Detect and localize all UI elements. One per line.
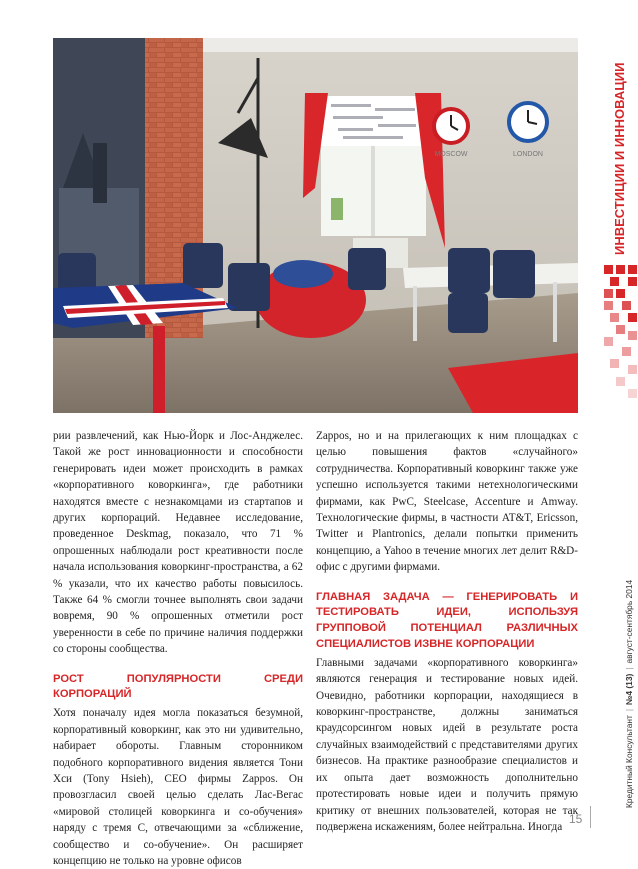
clock-left-label: MOSCOW [434, 151, 468, 158]
right-column [316, 428, 578, 835]
section-heading-popularity: РОСТ ПОПУЛЯРНОСТИ СРЕДИ КОРПОРАЦИЙ [53, 672, 303, 701]
magazine-period: август-сентябрь 2014 [624, 579, 634, 664]
right-paragraph-1: Zappos, но и на прилегающих к ним площадках с целью повышения фактов «случайного» сотрудничества. Корпоративный коворкинг также уже успешно используется такими нетехнологическими фирмами, как PwC, Steelcase, Accenture и Amway. Технологические фирмы, в частности AT&T, Ericsson, Twitter и Plantronics, делали попытки применить концепцию, а Yahoo в течение многих лет делит R&D-офис с другими фирмами. [316, 430, 578, 574]
section-heading-main-task: ГЛАВНАЯ ЗАДАЧА — ГЕНЕРИРОВАТЬ И ТЕСТИРОВАТЬ ИДЕИ, ИСПОЛЬЗУЯ ГРУППОВОЙ ПОТЕНЦИАЛ РАЗЛИЧНЫХ СПЕЦИАЛИСТОВ ИЗВНЕ КОРПОРАЦИИ [316, 590, 578, 651]
clock-right-label: LONDON [513, 151, 543, 158]
left-paragraph-1: рии развлечений, как Нью-Йорк и Лос-Анджелес. Такой же рост инновационности и способности генерировать идеи может происходить в рамках «корпоративного коворкинга», где работники находятся вместе с незнакомцами из стартапов и других корпораций. Недавнее исследование, проведенное Deskmag, показало, что 71 % опрошенных наблюдали рост креативности после начала использования коворкинг-пространства, а 62 % указали, что их качество работы повысилось. Также 64 % смогли точнее выполнять свои задачи вовремя, 90 % опрошенных отметили рост уверенности в себе по причине наличия поддержки со стороны сообщества. [53, 430, 303, 656]
pixel-mosaic-decoration [604, 265, 638, 400]
section-title: ИНВЕСТИЦИИ И ИННОВАЦИИ [612, 62, 627, 255]
coworking-photo [53, 38, 578, 413]
magazine-name: Кредитный Консультант [624, 715, 634, 808]
page-number-divider [590, 806, 591, 828]
magazine-issue: №4 (13) [624, 673, 634, 705]
left-paragraph-2: Хотя поначалу идея могла показаться безумной, корпоративный коворкинг, как это ни удивительно, набирает обороты. Главным сторонником подобного корпоративного видения является Тони Хси (Tony Hsieh), CEO фирмы Zappos. Он провозгласил своей целью сделать Лас-Вегас «мировой столицей коворкинга и со-обучения» наряду с тремя С, отвечающими за «сближение, сообщество и со-обучение». Он расширяет концепцию не только на уровне офисов [53, 707, 303, 867]
left-column [53, 428, 303, 869]
magazine-info: Кредитный Консультант|№4 (13)|август-сентябрь 2014 [624, 579, 634, 808]
right-paragraph-2: Главными задачами «корпоративного коворкинга» являются генерация и тестирование новых идей. Очевидно, работники корпорации, находящиеся в коворкинг-пространстве, должны заниматься краудсорсингом новых идей в результате роста случайных взаимодействий с представителями других бизнесов. На практике разнообразие специалистов и их опыта дает возможность дополнительно протестировать новые идеи и получить прямую критику от внешних пользователей, которая не так подвержена искажениям, более нейтральна. Иногда [316, 656, 578, 833]
page-number: 15 [569, 812, 583, 826]
